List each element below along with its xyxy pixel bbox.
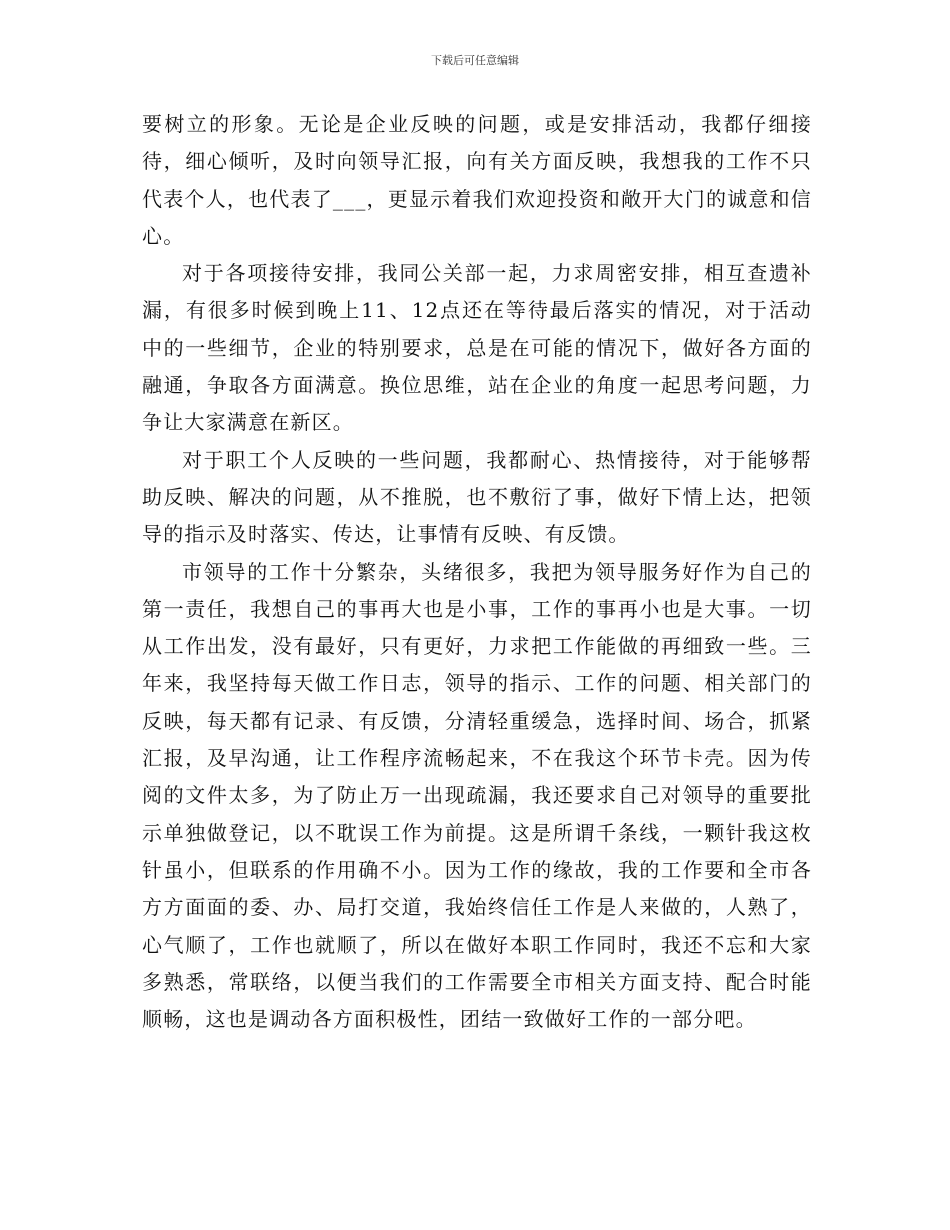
page-header: 下载后可任意编辑 — [431, 54, 519, 67]
paragraph-3: 对于职工个人反映的一些问题，我都耐心、热情接待，对于能够帮助反映、解决的问题，从不推脱，也不敷衍了事，做好下情上达，把领导的指示及时落实、传达，让事情有反映、有反馈。 — [142, 447, 812, 547]
paragraph-2: 对于各项接待安排，我同公关部一起，力求周密安排，相互查遗补漏，有很多时候到晚上11、12点还在等待最后落实的情况，对于活动中的一些细节，企业的特别要求，总是在可能的情况下，做好各方面的融通，争取各方面满意。换位思维，站在企业的角度一起思考问题，力争让大家满意在新区。 — [142, 261, 812, 435]
document-body — [142, 106, 812, 1038]
paragraph-4: 市领导的工作十分繁杂，头绪很多，我把为领导服务好作为自己的第一责任，我想自己的事再大也是小事，工作的事再小也是大事。一切从工作出发，没有最好，只有更好，力求把工作能做的再细致一些。三年来，我坚持每天做工作日志，领导的指示、工作的问题、相关部门的反映，每天都有记录、有反馈，分清轻重缓急，选择时间、场合，抓紧汇报，及早沟通，让工作程序流畅起来，不在我这个环节卡壳。因为传阅的文件太多，为了防止万一出现疏漏，我还要求自己对领导的重要批示单独做登记，以不耽误工作为前提。这是所谓千条线，一颗针我这枚针虽小，但联系的作用确不小。因为工作的缘故，我的工作要和全市各方方面面的委、办、局打交道，我始终信任工作是人来做的，人熟了，心气顺了，工作也就顺了，所以在做好本职工作同时，我还不忘和大家多熟悉，常联络，以便当我们的工作需要全市相关方面支持、配合时能顺畅，这也是调动各方面积极性，团结一致做好工作的一部分吧。 — [142, 559, 812, 1032]
paragraph-1: 要树立的形象。无论是企业反映的问题，或是安排活动，我都仔细接待，细心倾听，及时向领导汇报，向有关方面反映，我想我的工作不只代表个人，也代表了___，更显示着我们欢迎投资和敞开大门的诚意和信心。 — [142, 112, 812, 248]
